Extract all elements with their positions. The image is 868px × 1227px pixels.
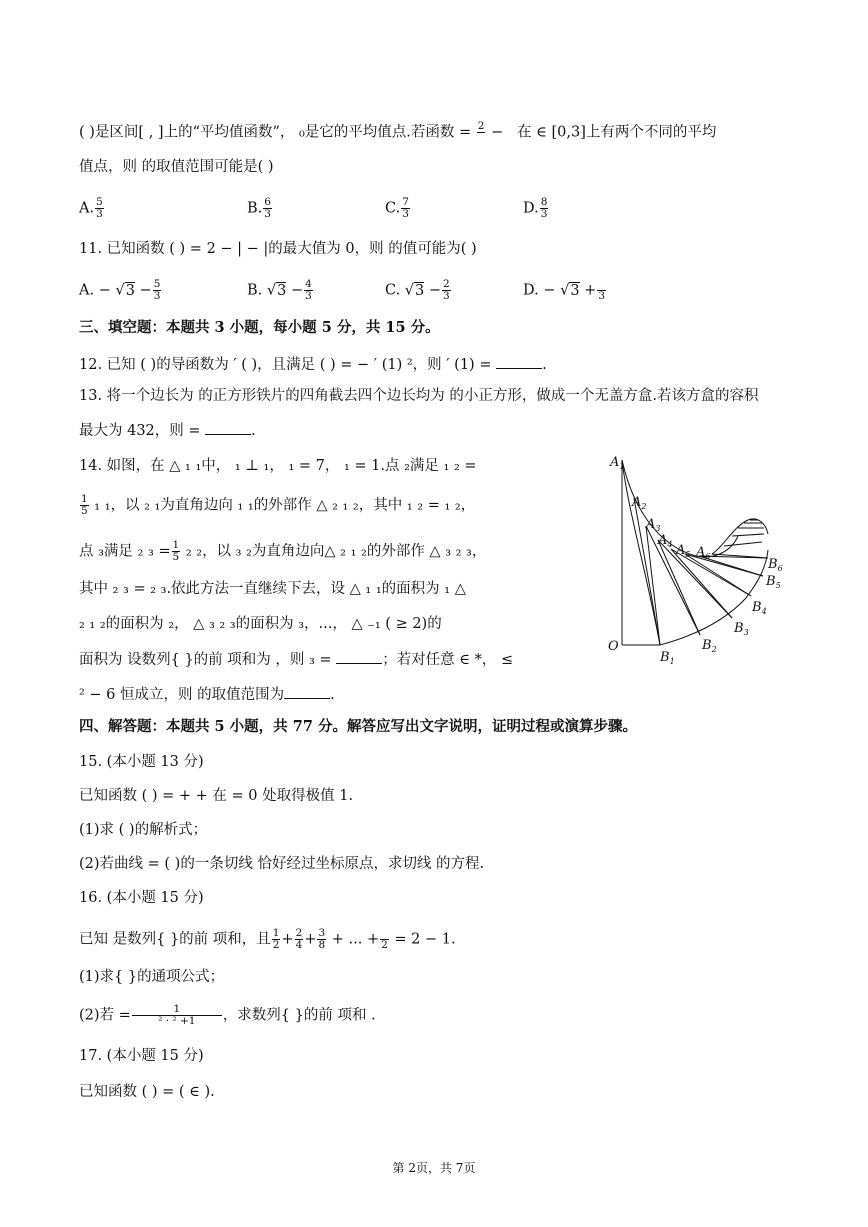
q10-option-c: C. $\frac{7}{3}$ [385, 196, 409, 220]
q14-answer-blank-2[interactable] [284, 684, 330, 699]
label-A3: $A_3$ [646, 517, 661, 533]
q14-line2: $\frac{1}{5}$ ₁ ₁，以 ₂ ₁为直角边向 ₁ ₁的外部作 △ ₂ ₁ ₂，其中 ₁ ₂ = ₁ ₂， [81, 493, 476, 517]
spiral-triangle-figure [596, 450, 796, 675]
label-A5: $A_5$ [676, 543, 691, 559]
q14-line5: ₂ ₁ ₂的面积为 ₂， △ ₃ ₂ ₃的面积为 ₃，...， △ ₋₁ ( ≥ 2)的 [79, 616, 442, 632]
label-B2: $B_2$ [702, 638, 717, 654]
q14-line3: 点 ₃满足 ₂ ₃ = $\frac{1}{5}$ ₂ ₂，以 ₃ ₂为直角边向△ ₂ ₁ ₂的外部作 △ ₃ ₂ ₃， [79, 539, 487, 563]
section-3-heading: 三、填空题：本题共 3 小题，每小题 5 分，共 15 分。 [79, 319, 440, 336]
label-B5: $B_5$ [766, 574, 781, 590]
q11-option-c: C. √3 − $\frac{2}{3}$ [385, 278, 450, 302]
q11-option-a: A. − √3 − $\frac{5}{3}$ [79, 278, 161, 302]
label-A1: $A_1$ [610, 455, 625, 471]
q11-option-b: B. √3 − $\frac{4}{3}$ [247, 278, 312, 302]
q13-answer-blank[interactable] [205, 420, 251, 435]
q11-stem: 11. 已知函数 ( ) = 2 − | − |的最大值为 0，则 的值可能为( ) [79, 241, 477, 257]
q16-heading: 16. (本小题 15 分) [79, 890, 204, 906]
q17-stem: 已知函数 ( ) = ( ∈ ). [79, 1084, 215, 1100]
label-B1: $B_1$ [660, 650, 675, 666]
q12-answer-blank[interactable] [496, 354, 542, 369]
q11-option-d: D. − √3 + 3 [523, 279, 607, 302]
q15-stem: 已知函数 ( ) = + + 在 = 0 处取得极值 1. [79, 788, 354, 804]
label-A4: $A_4$ [658, 533, 673, 549]
q16-part2: (2)若 = $\frac{1}{\text{² · ² +1}}$ ，求数列{ }的前 项和 . [79, 1003, 376, 1027]
q10-stem-text-b: 在 ∈ [0,3]上有两个不同的平均 [517, 124, 717, 141]
q14-line6: 面积为 设数列{ }的前 项和为 ，则 ₃ = ；若对任意 ∈ *， ≤ [79, 649, 513, 670]
q10-stem-text: ( )是区间[ , ]上的“平均值函数”， ₀是它的平均值点.若函数 = [79, 124, 472, 141]
label-A2: $A_2$ [632, 495, 647, 511]
q14-answer-blank-1[interactable] [336, 649, 382, 664]
q10-option-a: A. $\frac{5}{3}$ [79, 196, 103, 220]
q13-stem-line1: 13. 将一个边长为 的正方形铁片的四角截去四个边长均为 的小正方形，做成一个无盖方盒.若该方盒的容积 [79, 388, 759, 404]
q15-part2: (2)若曲线 = ( )的一条切线 恰好经过坐标原点，求切线 的方程. [79, 856, 485, 872]
page-footer: 第 2页，共 7页 [392, 1161, 476, 1175]
q15-heading: 15. (本小题 13 分) [79, 754, 204, 770]
q14-line1: 14. 如图，在 △ ₁ ₁中， ₁ ⊥ ₁， ₁ = 7， ₁ = 1.点 ₂满足 ₁ ₂ = [79, 458, 477, 474]
q14-line4: 其中 ₂ ₃ = ₂ ₃.依此方法一直继续下去，设 △ ₁ ₁的面积为 ₁ △ [79, 581, 466, 597]
q14-line7: ² − 6 恒成立，则 的取值范围为 . [79, 684, 335, 705]
q10-option-b: B. $\frac{6}{3}$ [247, 196, 271, 220]
q10-option-d: D. $\frac{8}{3}$ [523, 196, 548, 220]
q12-stem: 12. 已知 ( )的导函数为 ′ ( )，且满足 ( ) = − ′ (1) ²，则 ′ (1) = . [79, 354, 547, 375]
q10-stem-line1: ( )是区间[ , ]上的“平均值函数”， ₀是它的平均值点.若函数 = 2 − 在 ∈ [0,3]上有两个不同的平均 [79, 121, 716, 144]
q16-part1: (1)求{ }的通项公式； [79, 969, 225, 985]
q10-fraction: 2 [477, 120, 485, 132]
label-O: O [608, 639, 619, 654]
label-B3: $B_3$ [734, 621, 749, 637]
q13-stem-line2: 最大为 432，则 = . [79, 420, 256, 441]
label-B6: $B_6$ [768, 557, 783, 573]
section-4-heading: 四、解答题：本题共 5 小题，共 77 分。解答应写出文字说明，证明过程或演算步骤。 [79, 718, 637, 735]
label-B4: $B_4$ [752, 600, 767, 616]
q16-stem: 已知 是数列{ }的前 项和，且 $\frac{1}{2}$ + $\frac{2}{4}$ + $\frac{3}{8}$ + ... + 2 = 2 − 1. [79, 927, 456, 951]
q15-part1: (1)求 ( )的解析式； [79, 822, 208, 838]
q17-heading: 17. (本小题 15 分) [79, 1048, 204, 1064]
label-A6: $A_6$ [696, 545, 711, 561]
q10-stem-line2: 值点，则 的取值范围可能是( ) [79, 159, 274, 175]
